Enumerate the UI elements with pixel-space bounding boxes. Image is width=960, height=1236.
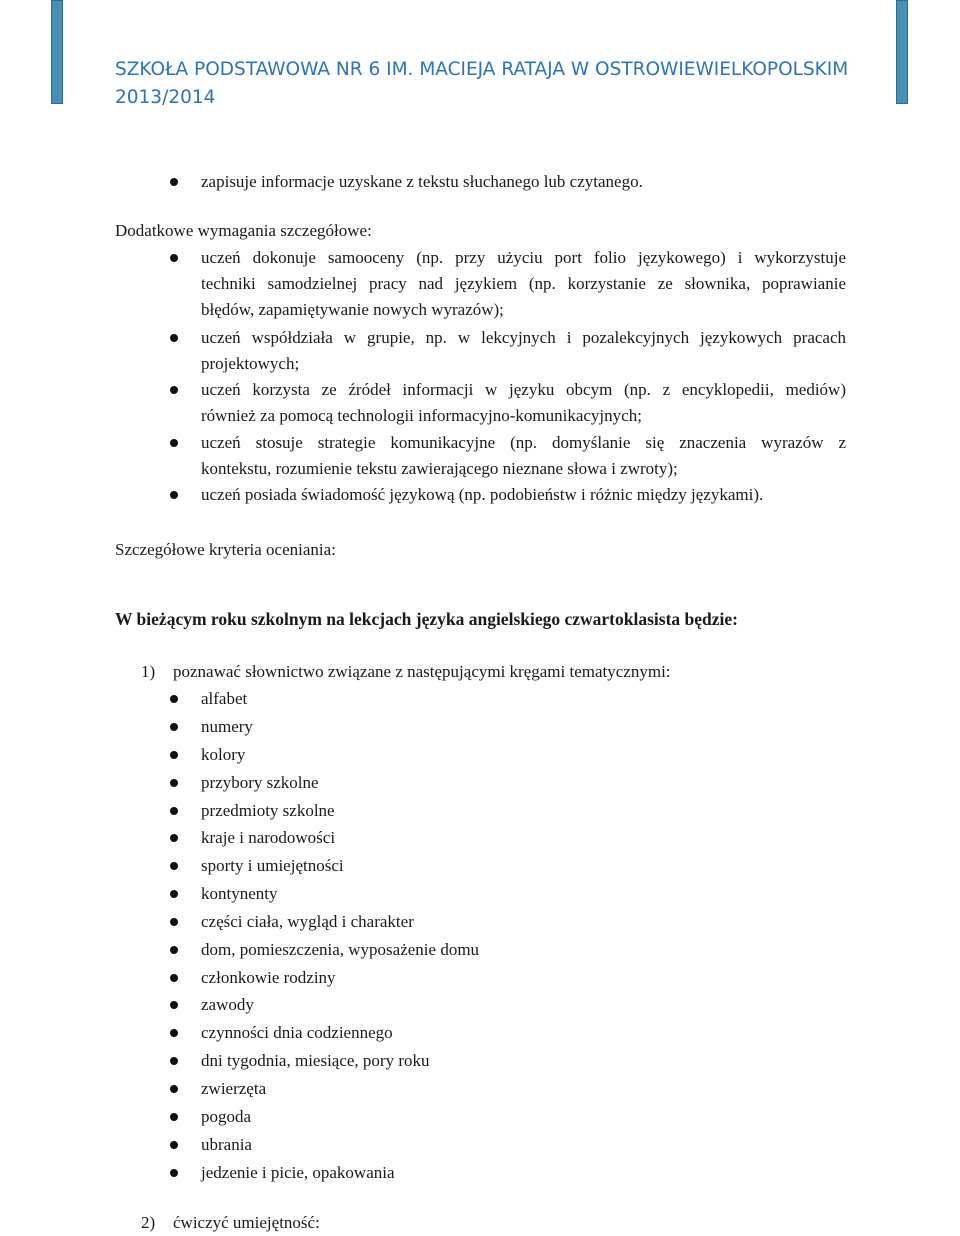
bullet-icon [170,178,178,186]
topic-item: przedmioty szkolne [201,801,335,820]
topic-item: kolory [201,745,246,764]
topic-item: numery [201,717,253,736]
bullet-icon [170,695,178,703]
bullet-icon [170,491,178,499]
school-year: 2013/2014 [115,87,216,108]
bullet-icon [170,946,178,954]
bullet-icon [170,1057,178,1065]
bullet-icon [170,334,178,342]
bullet-icon [170,1001,178,1009]
requirement-1-line-2: techniki samodzielnej pracy nad językiem (np. korzystanie ze słownika, poprawianie [201,274,846,293]
topic-item: kontynenty [201,884,278,903]
header-bar-right [896,0,908,104]
bullet-icon [170,1029,178,1037]
bullet-icon [170,918,178,926]
requirement-2-line-1: uczeń współdziała w grupie, np. w lekcyjnych i pozalekcyjnych językowych pracach [201,328,846,347]
topic-item: sporty i umiejętności [201,856,344,875]
section-2-title: ćwiczyć umiejętność: [173,1213,320,1232]
bullet-icon [170,1169,178,1177]
topic-item: dom, pomieszczenia, wyposażenie domu [201,940,480,959]
page-header [115,56,875,112]
bullet-icon [170,723,178,731]
requirement-1-line-3: błędów, zapamiętywanie nowych wyrazów); [201,300,504,319]
bullet-icon [170,890,178,898]
intro-bullet-text: zapisuje informacje uzyskane z tekstu słuchanego lub czytanego. [201,172,643,191]
bullet-icon [170,439,178,447]
requirement-3-line-2: również za pomocą technologii informacyjno-komunikacyjnych; [201,406,642,425]
bullet-icon [170,1141,178,1149]
bullet-icon [170,751,178,759]
bullet-icon [170,779,178,787]
extra-requirements-heading: Dodatkowe wymagania szczegółowe: [115,221,372,240]
section-1-number: 1) [141,662,156,681]
topic-item: przybory szkolne [201,773,319,792]
section-1-title: poznawać słownictwo związane z następującymi kręgami tematycznymi: [173,662,671,681]
requirement-4-line-1: uczeń stosuje strategie komunikacyjne (np. domyślanie się znaczenia wyrazów z [201,433,846,452]
bullet-icon [170,834,178,842]
bullet-icon [170,807,178,815]
requirement-3-line-1: uczeń korzysta ze źródeł informacji w języku obcym (np. z encyklopedii, mediów) [201,380,846,399]
main-heading: W bieżącym roku szkolnym na lekcjach języka angielskiego czwartoklasista będzie: [115,609,738,629]
topic-item: dni tygodnia, miesiące, pory roku [201,1051,430,1070]
topic-item: kraje i narodowości [201,828,336,847]
requirement-2-line-2: projektowych; [201,354,300,373]
section-2-number: 2) [141,1213,156,1232]
school-name: SZKOŁA PODSTAWOWA NR 6 IM. MACIEJA RATAJA W OSTROWIEWIELKOPOLSKIM [115,59,849,80]
requirement-5-line-1: uczeń posiada świadomość językową (np. podobieństw i różnic między językami). [201,485,764,504]
topic-item: zwierzęta [201,1079,267,1098]
requirement-4-line-2: kontekstu, rozumienie tekstu zawierającego nieznane słowa i zwroty); [201,459,678,478]
topic-item: ubrania [201,1135,252,1154]
bullet-icon [170,862,178,870]
bullet-icon [170,974,178,982]
topic-item: zawody [201,995,254,1014]
topic-item: pogoda [201,1107,252,1126]
topic-item: członkowie rodziny [201,968,336,987]
topic-item: jedzenie i picie, opakowania [201,1163,395,1182]
topic-item: części ciała, wygląd i charakter [201,912,414,931]
bullet-icon [170,254,178,262]
criteria-heading: Szczegółowe kryteria oceniania: [115,540,336,559]
bullet-icon [170,1085,178,1093]
topic-item: alfabet [201,689,248,708]
requirement-1-line-1: uczeń dokonuje samooceny (np. przy użyciu port folio językowego) i wykorzystuje [201,248,846,267]
bullet-icon [170,1113,178,1121]
header-bar-left [51,0,63,104]
topic-item: czynności dnia codziennego [201,1023,393,1042]
bullet-icon [170,386,178,394]
